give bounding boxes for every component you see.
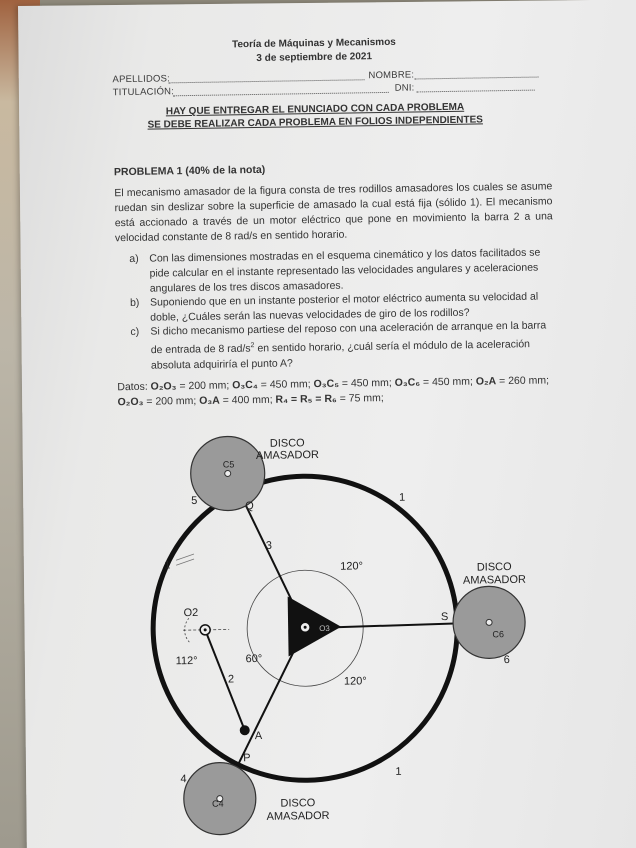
dni-label: DNI: xyxy=(394,82,415,94)
label-amasador-right: AMASADOR xyxy=(462,573,526,587)
dato-value: = 450 mm; xyxy=(257,378,314,391)
dato-value: = 75 mm; xyxy=(336,392,384,405)
notice-line-2: SE DEBE REALIZAR CADA PROBLEMA EN FOLIOS INDEPENDIENTES xyxy=(147,114,483,131)
label-c5: C5 xyxy=(222,459,235,470)
dato-value: = 450 mm; xyxy=(338,376,395,390)
dato-value: = 400 mm; xyxy=(219,393,276,407)
label-o2: O2 xyxy=(183,606,199,620)
titulacion-label: TITULACIÓN: xyxy=(112,86,175,99)
dato-key: O₃C₄ xyxy=(232,378,258,392)
disc-c6-center xyxy=(486,619,492,625)
question-text: Si dicho mecanismo partiese del reposo con una aceleración de arranque en la barra de entrada de 8 rad/$s^2$ en sentido horario, ¿cuál sería el módulo de la aceleración absoluta adquiriría el punto A? xyxy=(150,319,547,372)
triangle-link-o3 xyxy=(288,596,342,657)
dato-key: R₄ = R₅ = R₆ xyxy=(275,392,337,406)
ground-hatch xyxy=(176,554,194,560)
label-amasador-bottom: AMASADOR xyxy=(266,809,330,823)
label-bar-3: 3 xyxy=(265,539,273,552)
nombre-label: NOMBRE: xyxy=(368,69,415,82)
label-q: Q xyxy=(245,500,254,513)
label-disco-bottom: DISCO xyxy=(280,797,316,810)
label-angle-112: 112° xyxy=(175,654,198,668)
dato-key: O₃C₆ xyxy=(394,376,421,389)
datos-label: Datos: xyxy=(117,380,148,394)
label-disc-5: 5 xyxy=(191,494,198,508)
label-s: S xyxy=(440,611,449,624)
question-label: a) xyxy=(129,252,139,265)
bar-2 xyxy=(205,629,245,731)
course-title: Teoría de Máquinas y Mecanismos xyxy=(232,36,396,51)
label-disc-4: 4 xyxy=(180,773,187,786)
question-label: b) xyxy=(129,296,140,309)
label-disc-6: 6 xyxy=(503,654,510,667)
label-a: A xyxy=(254,729,263,743)
ground-hatch xyxy=(176,559,194,565)
label-p: P xyxy=(243,752,251,765)
label-solid-1-bottom: 1 xyxy=(395,765,402,778)
label-disco-top: DISCO xyxy=(269,437,305,450)
question-text: Suponiendo que en un instante posterior el motor eléctrico aumenta su velocidad al doble, ¿Cuáles serán las nuevas velocidades de giro de los rodillos? xyxy=(149,290,539,324)
label-c6: C6 xyxy=(492,629,505,640)
disc-c5-center xyxy=(225,470,231,476)
joint-a xyxy=(240,725,250,735)
label-solid-1-top: 1 xyxy=(399,491,406,504)
notice-line-1: HAY QUE ENTREGAR EL ENUNCIADO CON CADA PROBLEMA xyxy=(165,101,465,118)
label-bar-2: 2 xyxy=(227,673,235,686)
dato-key: O₂A xyxy=(475,375,497,388)
dato-value: = 260 mm; xyxy=(496,374,550,388)
dato-key: O₃A xyxy=(199,394,220,407)
question-text: Con las dimensiones mostradas en el esquema cinemático y los datos facilitados se pide calcular en el instante representado las velocidades angulares y aceleraciones angulares de los tres discos amasadores. xyxy=(149,246,541,295)
dato-value: = 200 mm; xyxy=(176,379,233,393)
label-angle-60: 60° xyxy=(245,652,263,666)
dato-key: O₂O₃ xyxy=(150,380,177,393)
label-amasador-top: AMASADOR xyxy=(255,449,320,463)
dato-key: O₃C₅ xyxy=(313,377,340,391)
exam-date: 3 de septiembre de 2021 xyxy=(256,51,373,64)
question-label: c) xyxy=(130,325,140,338)
label-angle-120-bottom: 120° xyxy=(343,675,367,688)
label-solid-1-left: 1 xyxy=(164,559,171,572)
problem-heading: PROBLEMA 1 (40% de la nota) xyxy=(113,163,266,179)
dato-value: = 200 mm; xyxy=(143,394,200,408)
dato-key: O₂O₃ xyxy=(117,395,144,409)
dato-value: = 450 mm; xyxy=(419,375,476,389)
label-angle-120-top: 120° xyxy=(340,560,364,573)
label-o3: O3 xyxy=(319,623,330,634)
label-c4: C4 xyxy=(212,798,224,809)
apellidos-label: APELLIDOS: xyxy=(112,73,171,86)
problem-intro: El mecanismo amasador de la figura consta de tres rodillos amasadores los cuales se asume ruedan sin deslizar sobre la superficie de amasado la cual está fija (sólido 1). El mecanismo está accionado a través de un motor eléctrico que pone en movimiento la barra 2 a una velocidad constante de 8 rad/s en sentido horario. xyxy=(114,180,553,245)
label-disco-right: DISCO xyxy=(476,561,512,574)
